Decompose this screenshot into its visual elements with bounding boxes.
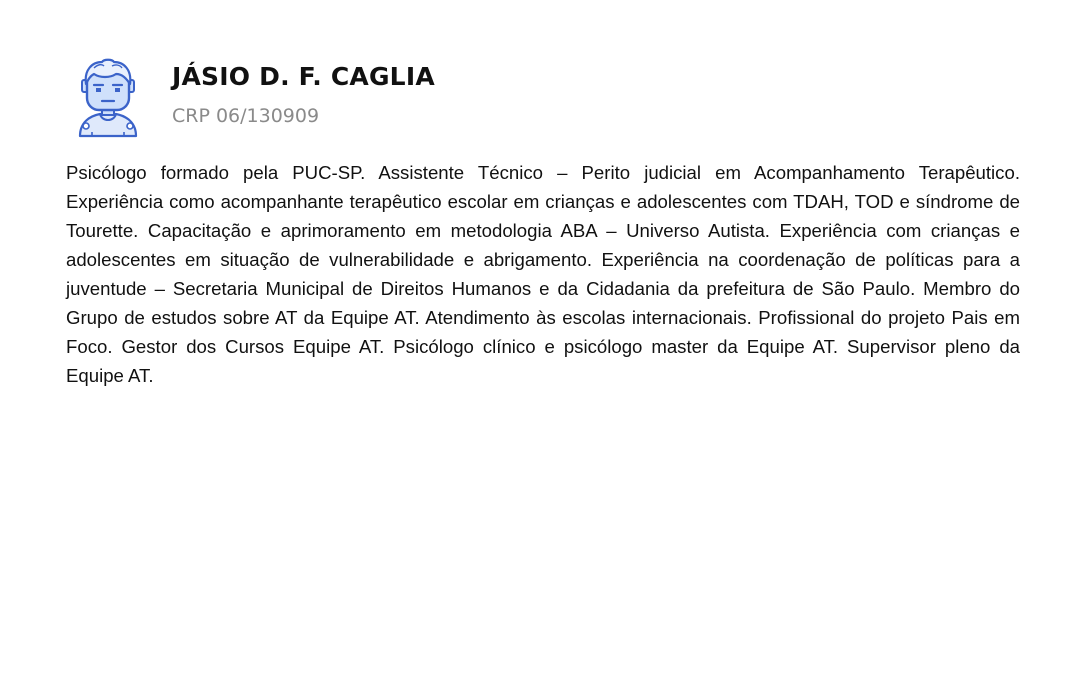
profile-name: JÁSIO D. F. CAGLIA <box>172 62 435 91</box>
profile-bio: Psicólogo formado pela PUC-SP. Assistente Técnico – Perito judicial em Acompanhamento Terapêutico. Experiência como acompanhante terapêutico escolar em crianças e adolescentes com TDAH, TOD e síndrome de Tourette. Capacitação e aprimoramento em metodologia ABA – Universo Autista. Experiência com crianças e adolescentes em situação de vulnerabilidade e abrigamento. Experiência na coordenação de políticas para a juventude – Secretaria Municipal de Direitos Humanos e da Cidadania da prefeitura de São Paulo. Membro do Grupo de estudos sobre AT da Equipe AT. Atendimento às escolas internacionais. Profissional do projeto Pais em Foco. Gestor dos Cursos Equipe AT. Psicólogo clínico e psicólogo master da Equipe AT. Supervisor pleno da Equipe AT. <box>66 162 1020 386</box>
cartoon-person-avatar-icon <box>72 56 144 140</box>
crp-registration: CRP 06/130909 <box>172 105 320 127</box>
avatar <box>72 56 144 140</box>
